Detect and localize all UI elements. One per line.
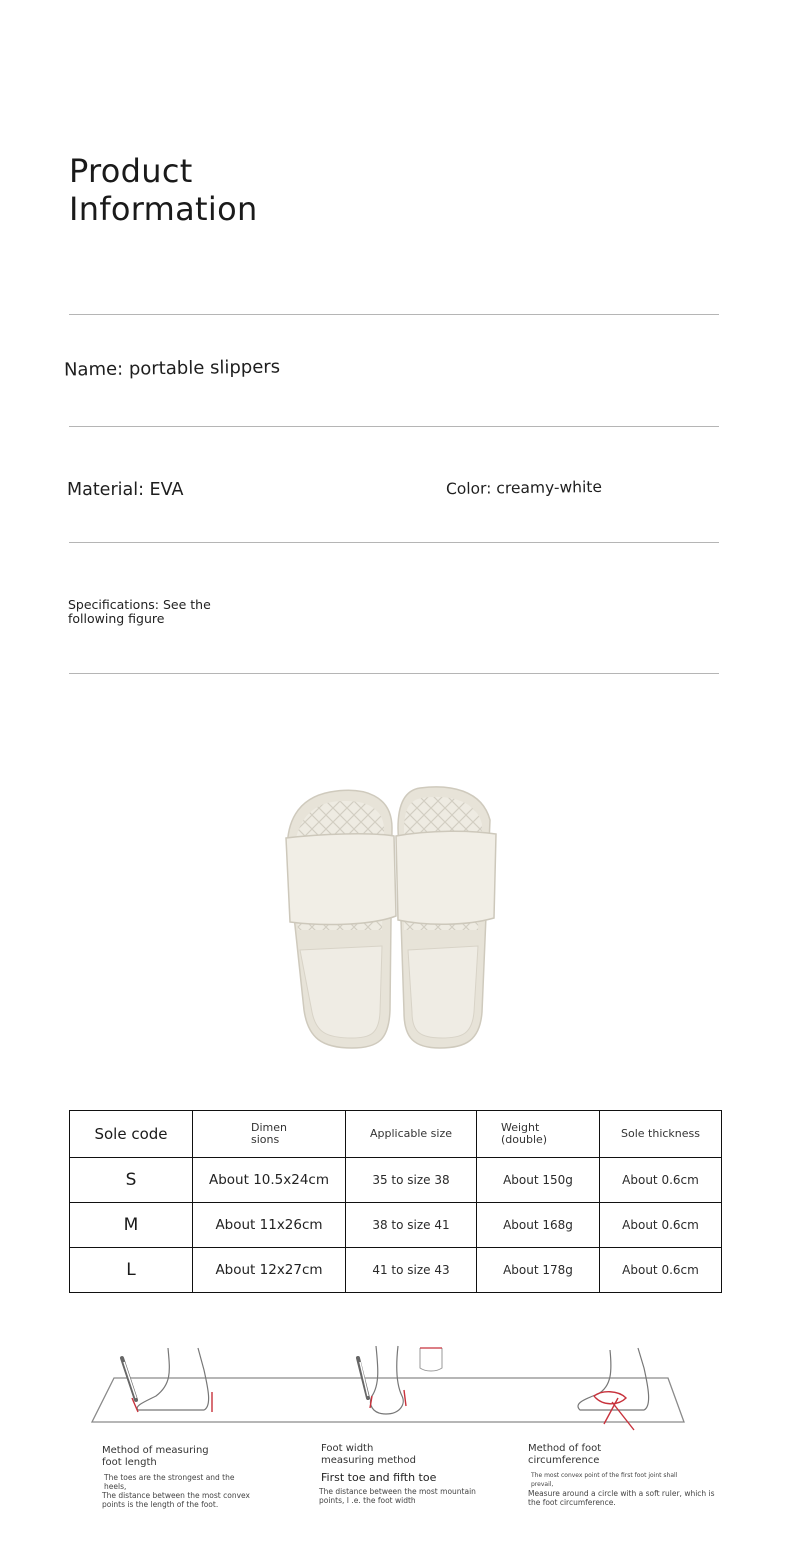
foot-length-note-3: The distance between the most convex [102, 1491, 250, 1500]
divider [69, 314, 719, 315]
sole-thickness-cell: About 0.6cm [600, 1158, 722, 1203]
weight-cell: About 168g [477, 1203, 600, 1248]
title-line-1: Product [69, 152, 193, 190]
divider [69, 542, 719, 543]
header-weight [477, 1111, 600, 1158]
foot-circumference-note-3: Measure around a circle with a soft ruler, which is [528, 1489, 715, 1498]
dimensions-cell: About 12x27cm [193, 1248, 346, 1293]
sole-code-cell: L [70, 1248, 193, 1293]
color-field: Color: creamy-white [445, 477, 603, 499]
table-header-row [70, 1111, 722, 1158]
size-table [69, 1110, 722, 1293]
foot-circumference-title-1: Method of foot [528, 1443, 602, 1454]
table-row [70, 1203, 722, 1248]
material-field: Material: EVA [67, 480, 184, 500]
foot-width-figure [358, 1346, 442, 1414]
foot-length-note-1: The toes are the strongest and the [104, 1473, 235, 1482]
foot-length-note-2: heels, [104, 1482, 127, 1491]
foot-width-subtitle: First toe and fifth toe [321, 1471, 437, 1484]
foot-circumference-caption [528, 1443, 718, 1507]
header-dimensions [193, 1111, 346, 1158]
table-row [70, 1158, 722, 1203]
header-dimensions-line-1: Dimen [251, 1121, 287, 1134]
applicable-size-cell: 38 to size 41 [346, 1203, 477, 1248]
divider [69, 426, 719, 427]
header-weight-line-2: (double) [501, 1133, 548, 1146]
foot-width-note-2: points, I .e. the foot width [319, 1496, 416, 1505]
foot-width-note-1: The distance between the most mountain [319, 1487, 476, 1496]
name-field: Name: portable slippers [63, 356, 281, 381]
foot-length-note-4: points is the length of the foot. [102, 1500, 219, 1509]
dimensions-cell: About 10.5x24cm [193, 1158, 346, 1203]
spec-line-2: following figure [68, 611, 165, 626]
foot-measuring-illustration [86, 1340, 690, 1440]
foot-circumference-note-4: the foot circumference. [528, 1498, 616, 1507]
header-weight-line-1: Weight [501, 1121, 540, 1134]
dimensions-cell: About 11x26cm [193, 1203, 346, 1248]
slippers-product-image [270, 780, 520, 1060]
spec-line-1: Specifications: See the [68, 597, 211, 612]
foot-circumference-note-1: The most convex point of the first foot joint shall [531, 1472, 678, 1479]
foot-length-figure [122, 1348, 212, 1412]
header-dimensions-line-2: sions [251, 1133, 280, 1146]
foot-circumference-figure [578, 1348, 649, 1430]
header-sole-code: Sole code [70, 1111, 193, 1158]
applicable-size-cell: 41 to size 43 [346, 1248, 477, 1293]
right-slipper [396, 787, 496, 1048]
divider [69, 673, 719, 674]
foot-width-caption [321, 1443, 501, 1505]
sole-code-cell: M [70, 1203, 193, 1248]
sole-code-cell: S [70, 1158, 193, 1203]
foot-length-title-2: foot length [102, 1457, 157, 1468]
page-title [69, 152, 258, 228]
foot-length-caption [102, 1445, 302, 1509]
weight-cell: About 150g [477, 1158, 600, 1203]
foot-circumference-note-2: prevail, [531, 1481, 554, 1488]
table-row [70, 1248, 722, 1293]
foot-circumference-title-2: circumference [528, 1455, 600, 1466]
foot-length-title-1: Method of measuring [102, 1445, 209, 1456]
sole-thickness-cell: About 0.6cm [600, 1248, 722, 1293]
weight-cell: About 178g [477, 1248, 600, 1293]
title-line-2: Information [69, 190, 258, 228]
foot-width-title-1: Foot width [321, 1443, 374, 1454]
specifications-field [68, 598, 218, 626]
sole-thickness-cell: About 0.6cm [600, 1203, 722, 1248]
left-slipper [286, 790, 396, 1048]
foot-width-title-2: measuring method [321, 1455, 416, 1466]
header-applicable-size: Applicable size [346, 1111, 477, 1158]
applicable-size-cell: 35 to size 38 [346, 1158, 477, 1203]
header-sole-thickness: Sole thickness [600, 1111, 722, 1158]
measuring-mat [92, 1378, 684, 1422]
